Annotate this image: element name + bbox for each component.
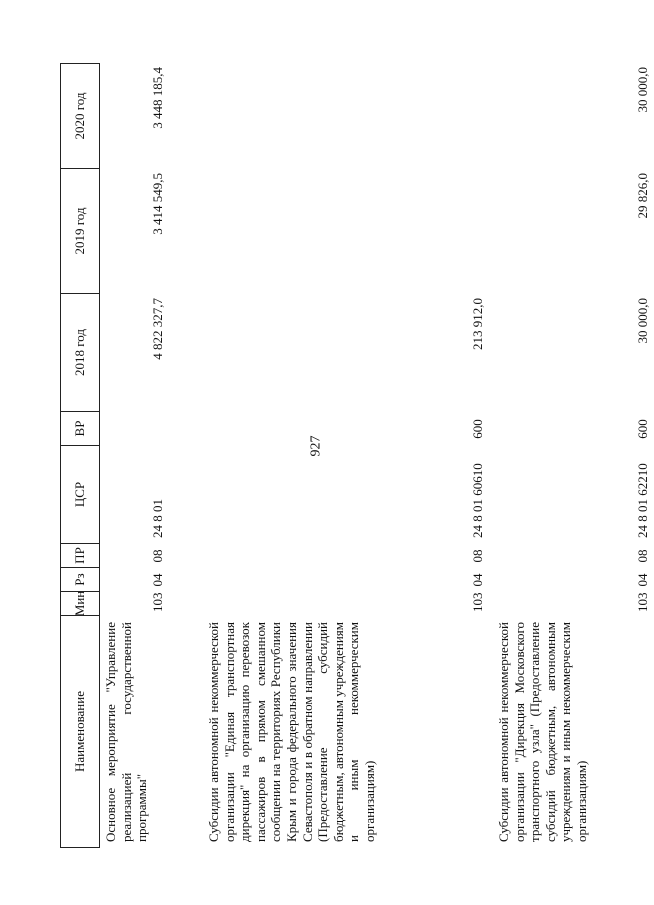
row-3-vr: 600	[635, 419, 650, 439]
header-2018: 2018 год	[60, 294, 100, 412]
row-2-min: 103	[470, 592, 485, 612]
page-number: 927	[308, 435, 324, 457]
row-3-2020: 30 000,0	[635, 67, 650, 113]
header-rz: Рз	[60, 568, 100, 592]
row-1-min: 103	[150, 592, 165, 612]
row-2-rz: 04	[470, 573, 485, 587]
header-2019: 2019 год	[60, 169, 100, 294]
row-2-2018: 213 912,0	[470, 298, 485, 350]
header-vr: ВР	[60, 412, 100, 446]
row-1-2019: 3 414 549,5	[150, 173, 165, 235]
row-3-rz: 04	[635, 573, 650, 587]
header-csr: ЦСР	[60, 446, 100, 544]
row-2-name: Субсидии автономной некоммерческой организации "Единая транспортная дирекция" на организацию перевозок пассажиров в прямом смешанном сообщении на территориях Республики Крым и города федерального значения Севастополя и в обратном направлении (Предоставление субсидий бюджетным, автономным учреждениям и иным некоммерческим организациям)	[206, 622, 377, 842]
budget-table	[60, 63, 650, 848]
row-3-2019: 29 826,0	[635, 173, 650, 219]
row-1-csr: 24 8 01	[150, 499, 165, 538]
row-3-min: 103	[635, 592, 650, 612]
header-pr: ПР	[60, 544, 100, 568]
row-3-2018: 30 000,0	[635, 298, 650, 344]
row-2-2020	[200, 63, 490, 169]
row-1-2018: 4 822 327,7	[150, 298, 165, 360]
row-3-name: Субсидии автономной некоммерческой организации "Дирекция Московского транспортного узла" (Предоставление субсидий бюджетным, автономным учреждениям и иным некоммерческим организациям)	[496, 622, 589, 842]
row-2-2019	[200, 169, 490, 294]
row-1-rz: 04	[150, 573, 165, 587]
row-3-csr: 24 8 01 62210	[635, 463, 650, 538]
row-1-name: Основное мероприятие "Управление реализацией государственной программы"	[103, 622, 150, 842]
row-3-pr: 08	[635, 549, 650, 563]
row-2-vr: 600	[470, 419, 485, 439]
row-1-vr	[100, 412, 200, 446]
row-2-pr: 08	[470, 549, 485, 563]
header-2020: 2020 год	[60, 63, 100, 169]
row-2-csr: 24 8 01 60610	[470, 463, 485, 538]
header-name: Наименование	[60, 616, 100, 848]
header-min: Мин	[60, 592, 100, 616]
row-1-2020: 3 448 185,4	[150, 67, 165, 129]
row-1-pr: 08	[150, 549, 165, 563]
